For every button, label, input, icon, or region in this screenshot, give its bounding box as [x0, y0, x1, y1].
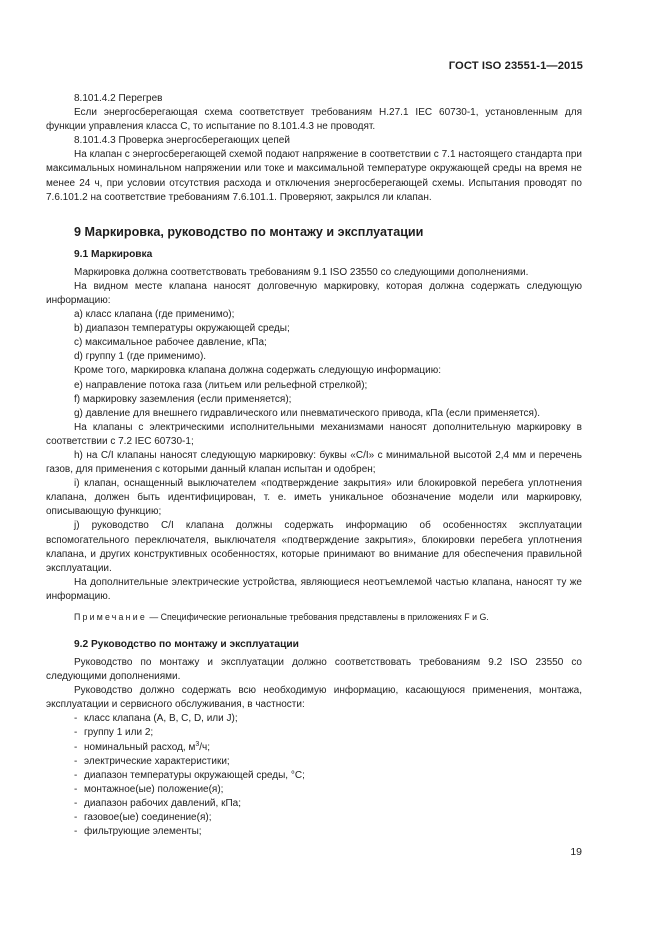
clause-8-101-4-2-heading: 8.101.4.2 Перегрев [74, 93, 163, 104]
marking-item-f: f) маркировку заземления (если применяется); [74, 393, 292, 405]
document-header: ГОСТ ISO 23551-1—2015 [448, 60, 583, 72]
section-9-title: 9 Маркировка, руководство по монтажу и эксплуатации [74, 224, 424, 239]
note-text: — Специфические региональные требования представлены в приложениях F и G. [146, 612, 489, 622]
clause-8-101-4-3-text: На клапан с энергосберегающей схемой подают напряжение в соответствии с 7.1 настоящего стандарта при максимальных номинальном напряжении или токе и максимальной температуре окружающей среды на время не менее 24 ч, при условии отсутствия расхода и отключения энергосберегающей схемы. Испытания проводят по 7.6.101.2 на соответствие требованиям 7.6.101.1. Проверяют, закрылся ли клапан. [46, 149, 582, 203]
section-9-1-para-3: Кроме того, маркировка клапана должна содержать следующую информацию: [74, 365, 441, 377]
list-item: - группу 1 или 2; [74, 727, 154, 739]
marking-item-g: g) давление для внешнего гидравлического или пневматического привода, кПа (если применяется). [74, 407, 541, 419]
marking-item-h: h) на C/I клапаны наносят следующую маркировку: буквы «C/I» с минимальной высотой 2,4 мм и перечень газов, для применения с которыми данный клапан испытан и одобрен; [46, 449, 582, 476]
marking-item-j: j) руководство C/I клапана должны содержать информацию об особенностях эксплуатации вспомогательного переключателя, выключателя «подтверждение закрытия», блокировки перебега уплотнения клапана, и других конструктивных особенностях, которые принимают во внимание для обеспечения правильной эксплуатации. [46, 520, 582, 574]
section-9-2-para-2: Руководство должно содержать всю необходимую информацию, касающуюся применения, монтажа, эксплуатации и сервисного обслуживания, в частности: [46, 685, 582, 711]
page-number: 19 [570, 846, 582, 858]
list-item: - диапазон рабочих давлений, кПа; [74, 797, 241, 809]
section-9-1-para-4: На клапаны с электрическими исполнительными механизмами наносят дополнительную маркировку в соответствии с 7.2 IEC 60730-1; [46, 421, 582, 447]
section-9-2-title: 9.2 Руководство по монтажу и эксплуатации [74, 639, 299, 650]
superscript-3: 3 [195, 740, 200, 748]
list-item: - газовое(ые) соединение(я); [74, 812, 212, 824]
section-9-1-para-5: На дополнительные электрические устройства, являющиеся неотъемлемой частью клапана, наносят ту же информацию. [46, 576, 582, 602]
list-item: - электрические характеристики; [74, 755, 230, 767]
list-item: - диапазон температуры окружающей среды, °С; [74, 769, 305, 781]
section-9-1-para-1: Маркировка должна соответствовать требованиям 9.1 ISO 23550 со следующими дополнениями. [74, 266, 529, 278]
marking-item-a: a) класс клапана (где применимо); [74, 309, 235, 321]
list-item: - монтажное(ые) положение(я); [74, 783, 224, 795]
clause-8-101-4-2-text: Если энергосберегающая схема соответствует требованиям H.27.1 IEC 60730-1, установленным для функции управления класса С, то испытание по 8.101.4.3 не проводят. [46, 107, 582, 133]
note-label: Примечание [74, 612, 147, 622]
document-body [46, 92, 582, 839]
note [46, 611, 582, 624]
clause-8-101-4-3-heading: 8.101.4.3 Проверка энергосберегающих цепей [74, 135, 290, 147]
marking-item-b: b) диапазон температуры окружающей среды; [74, 323, 290, 335]
list-item: - номинальный расход, $м^3/ч$; [74, 740, 211, 753]
section-9-1-para-2: На видном месте клапана наносят долговечную маркировку, которая должна содержать следующую информацию: [46, 280, 582, 306]
marking-item-e: e) направление потока газа (литьем или рельефной стрелкой); [74, 379, 368, 391]
list-item: - класс клапана (A, B, C, D, или J); [74, 713, 238, 725]
marking-item-d: d) группу 1 (где применимо). [74, 351, 207, 363]
list-item: - фильтрующие элементы; [74, 826, 202, 838]
marking-item-i: i) клапан, оснащенный выключателем «подтверждение закрытия» или блокировкой перебега уплотнения клапана, должен быть идентифицирован, т. е. иметь уникальное обозначение модели или маркировку, описывающую функцию; [46, 478, 582, 518]
marking-item-c: c) максимальное рабочее давление, кПа; [74, 337, 267, 349]
manual-contents-list [46, 712, 582, 839]
section-9-2-para-1: Руководство по монтажу и эксплуатации должно соответствовать требованиям 9.2 ISO 23550 со следующими дополнениями. [46, 657, 582, 683]
section-9-1-title: 9.1 Маркировка [74, 248, 153, 260]
